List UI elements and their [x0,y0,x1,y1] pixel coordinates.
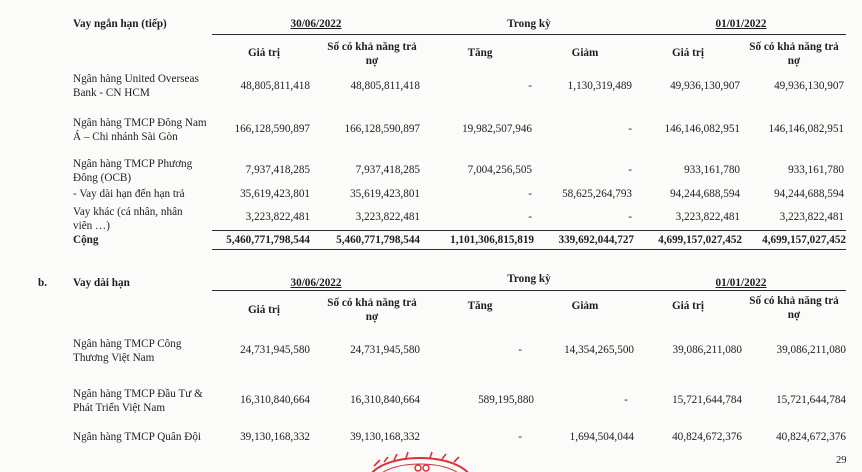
total-value: 4,699,157,027,452 [762,234,846,246]
row-label: Ngân hàng TMCP Phương Đông (OCB) [73,158,193,184]
header-rule [212,34,846,35]
cell-value: 7,004,256,505 [467,164,532,176]
cell-value: 49,936,130,907 [670,80,740,92]
cell-value: 24,731,945,580 [240,344,310,356]
cell-value: 589,195,880 [478,394,534,406]
cell-value: 3,223,822,481 [355,211,420,223]
cell-value: 94,244,688,594 [670,188,740,200]
row-label: Ngân hàng TMCP Đông Nam Á – Chi nhánh Sài Gòn [73,117,207,143]
col-header-value-end: Giá trị [247,47,280,59]
cell-value: 58,625,264,793 [562,188,632,200]
cell-value: 7,937,418,285 [245,164,310,176]
cell-value: - [518,431,522,443]
total-value: 5,460,771,798,544 [226,234,310,246]
cell-value: - [624,394,628,406]
row-label: Vay khác (cá nhân, nhân viên …) [73,206,183,232]
row-label: Ngân hàng TMCP Công Thương Việt Nam [73,338,182,364]
stamp-icon [360,448,480,472]
cell-value: 39,086,211,080 [776,344,846,356]
total-value: 5,460,771,798,544 [336,234,420,246]
cell-value: 146,146,082,951 [768,123,844,135]
col-header-value-begin: Giá trị [671,300,704,312]
cell-value: 39,130,168,332 [350,431,420,443]
cell-value: - [628,123,632,135]
cell-value: 1,130,319,489 [567,80,632,92]
cell-value: - [518,344,522,356]
cell-value: 19,982,507,946 [462,123,532,135]
row-label: Ngân hàng TMCP Quân Đội [73,431,202,443]
header-rule [212,290,846,291]
cell-value: 16,310,840,664 [240,394,310,406]
period-header-begin: 01/01/2022 [715,277,767,289]
cell-value: 39,086,211,080 [672,344,742,356]
cell-value: 933,161,780 [788,164,844,176]
cell-value: 49,936,130,907 [774,80,844,92]
cell-value: 3,223,822,481 [675,211,740,223]
col-header-increase: Tăng [467,300,493,312]
row-label: - Vay dài hạn đến hạn trả [73,188,185,200]
total-label: Cộng [73,234,99,246]
short-term-title: Vay ngắn hạn (tiếp) [73,18,167,30]
col-header-decrease: Giảm [571,300,599,312]
row-label: Ngân hàng TMCP Đầu Tư & Phát Triển Việt Nam [73,388,203,414]
cell-value: 14,354,265,500 [564,344,634,356]
cell-value: 3,223,822,481 [245,211,310,223]
total-rule-top [212,230,846,231]
cell-value: 3,223,822,481 [779,211,844,223]
cell-value: 40,824,672,376 [776,431,846,443]
col-header-decrease: Giảm [571,47,599,59]
col-header-payable-end: Số có khả năng trả nợ [327,297,417,323]
total-value: 4,699,157,027,452 [658,234,742,246]
cell-value: 15,721,644,784 [672,394,742,406]
period-header-during: Trong kỳ [507,18,551,30]
cell-value: - [628,211,632,223]
cell-value: 7,937,418,285 [355,164,420,176]
period-header-end: 30/06/2022 [290,18,342,30]
cell-value: 166,128,590,897 [344,123,420,135]
total-rule-bottom [212,249,846,250]
col-header-increase: Tăng [467,47,493,59]
section-prefix: b. [38,277,48,289]
cell-value: 1,694,504,044 [569,431,634,443]
cell-value: 933,161,780 [684,164,740,176]
cell-value: - [528,80,532,92]
total-value: 339,692,044,727 [558,234,634,246]
cell-value: 166,128,590,897 [234,123,310,135]
cell-value: 94,244,688,594 [774,188,844,200]
cell-value: - [528,211,532,223]
cell-value: 39,130,168,332 [240,431,310,443]
cell-value: 24,731,945,580 [350,344,420,356]
cell-value: 16,310,840,664 [350,394,420,406]
period-header-begin: 01/01/2022 [715,18,767,30]
col-header-payable-end: Số có khả năng trả nợ [327,41,417,67]
col-header-value-end: Giá trị [247,304,280,316]
cell-value: 40,824,672,376 [672,431,742,443]
row-label: Ngân hàng United Overseas Bank - CN HCM [73,73,199,99]
cell-value: 48,805,811,418 [350,80,420,92]
col-header-value-begin: Giá trị [671,47,704,59]
long-term-title: Vay dài hạn [73,277,130,289]
total-value: 1,101,306,815,819 [450,234,534,246]
page-number: 29 [836,455,847,466]
col-header-payable-begin: Số có khả năng trả nợ [749,41,839,67]
company-stamp [360,448,480,472]
cell-value: - [628,164,632,176]
cell-value: - [528,188,532,200]
cell-value: 35,619,423,801 [240,188,310,200]
cell-value: 48,805,811,418 [240,80,310,92]
period-header-end: 30/06/2022 [290,277,342,289]
cell-value: 35,619,423,801 [350,188,420,200]
cell-value: 146,146,082,951 [664,123,740,135]
cell-value: 15,721,644,784 [776,394,846,406]
period-header-during: Trong kỳ [507,273,551,285]
col-header-payable-begin: Số có khả năng trả nợ [749,295,839,321]
